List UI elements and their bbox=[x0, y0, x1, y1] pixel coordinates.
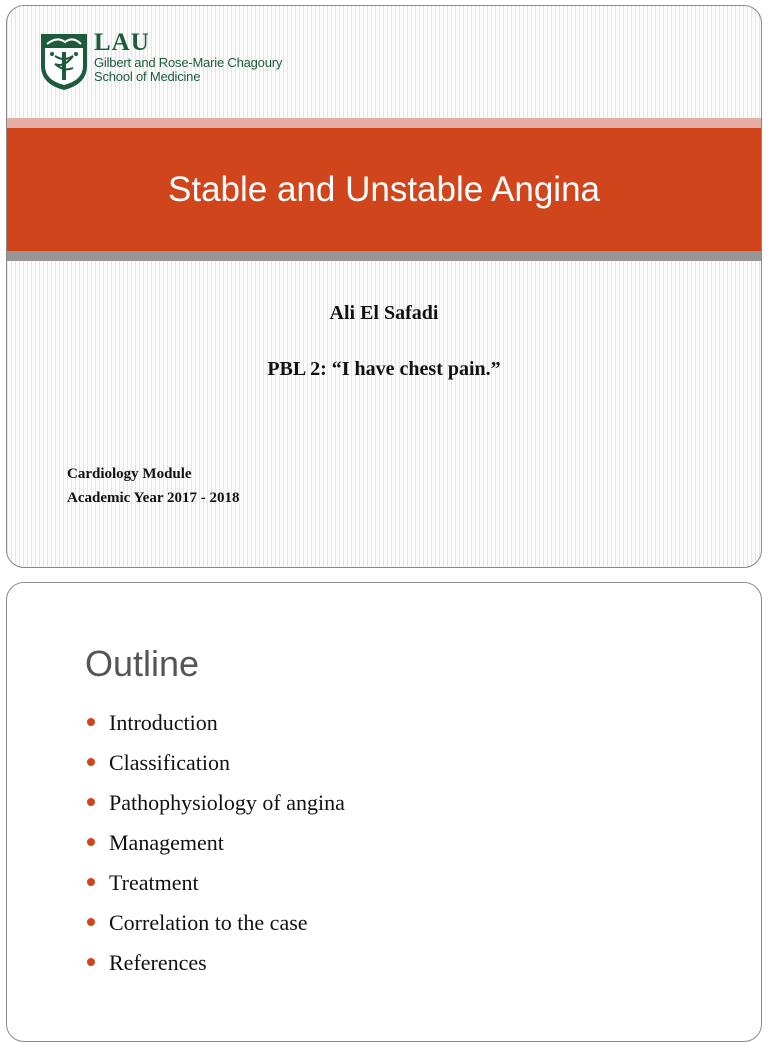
list-item bbox=[87, 703, 345, 743]
slide-subtitle: PBL 2: “I have chest pain.” bbox=[267, 358, 501, 380]
slide-title: Stable and Unstable Angina bbox=[168, 169, 600, 209]
list-item bbox=[87, 783, 345, 823]
list-item-label: Introduction bbox=[109, 710, 218, 735]
title-slide bbox=[6, 5, 762, 568]
logo-name: LAU bbox=[94, 29, 150, 56]
list-item-label: Correlation to the case bbox=[109, 910, 308, 935]
bullet-dot-icon bbox=[87, 918, 95, 926]
list-item-label: Management bbox=[109, 830, 224, 855]
bullet-dot-icon bbox=[87, 758, 95, 766]
author-name: Ali El Safadi bbox=[329, 302, 439, 324]
list-item bbox=[87, 743, 345, 783]
bullet-dot-icon bbox=[87, 958, 95, 966]
bullet-dot-icon bbox=[87, 838, 95, 846]
lau-logo bbox=[39, 29, 283, 92]
academic-year: Academic Year 2017 - 2018 bbox=[67, 490, 240, 506]
title-band bbox=[7, 128, 761, 251]
list-item bbox=[87, 943, 345, 983]
gray-strip bbox=[7, 251, 761, 261]
list-item-label: Treatment bbox=[109, 870, 199, 895]
pink-strip bbox=[7, 118, 761, 128]
lau-crest-icon bbox=[39, 32, 89, 92]
list-item-label: Pathophysiology of angina bbox=[109, 790, 345, 815]
logo-line-1: Gilbert and Rose-Marie Chagoury bbox=[94, 55, 283, 70]
list-item-label: Classification bbox=[109, 750, 230, 775]
list-item bbox=[87, 903, 345, 943]
bullet-dot-icon bbox=[87, 718, 95, 726]
outline-slide bbox=[6, 582, 762, 1042]
list-item bbox=[87, 863, 345, 903]
list-item bbox=[87, 823, 345, 863]
module-info bbox=[67, 462, 239, 510]
logo-line-2: School of Medicine bbox=[94, 69, 201, 84]
bullet-dot-icon bbox=[87, 798, 95, 806]
bullet-dot-icon bbox=[87, 878, 95, 886]
outline-title: Outline bbox=[85, 643, 200, 684]
outline-list bbox=[87, 703, 345, 983]
list-item-label: References bbox=[109, 950, 207, 975]
module-name: Cardiology Module bbox=[67, 466, 192, 482]
